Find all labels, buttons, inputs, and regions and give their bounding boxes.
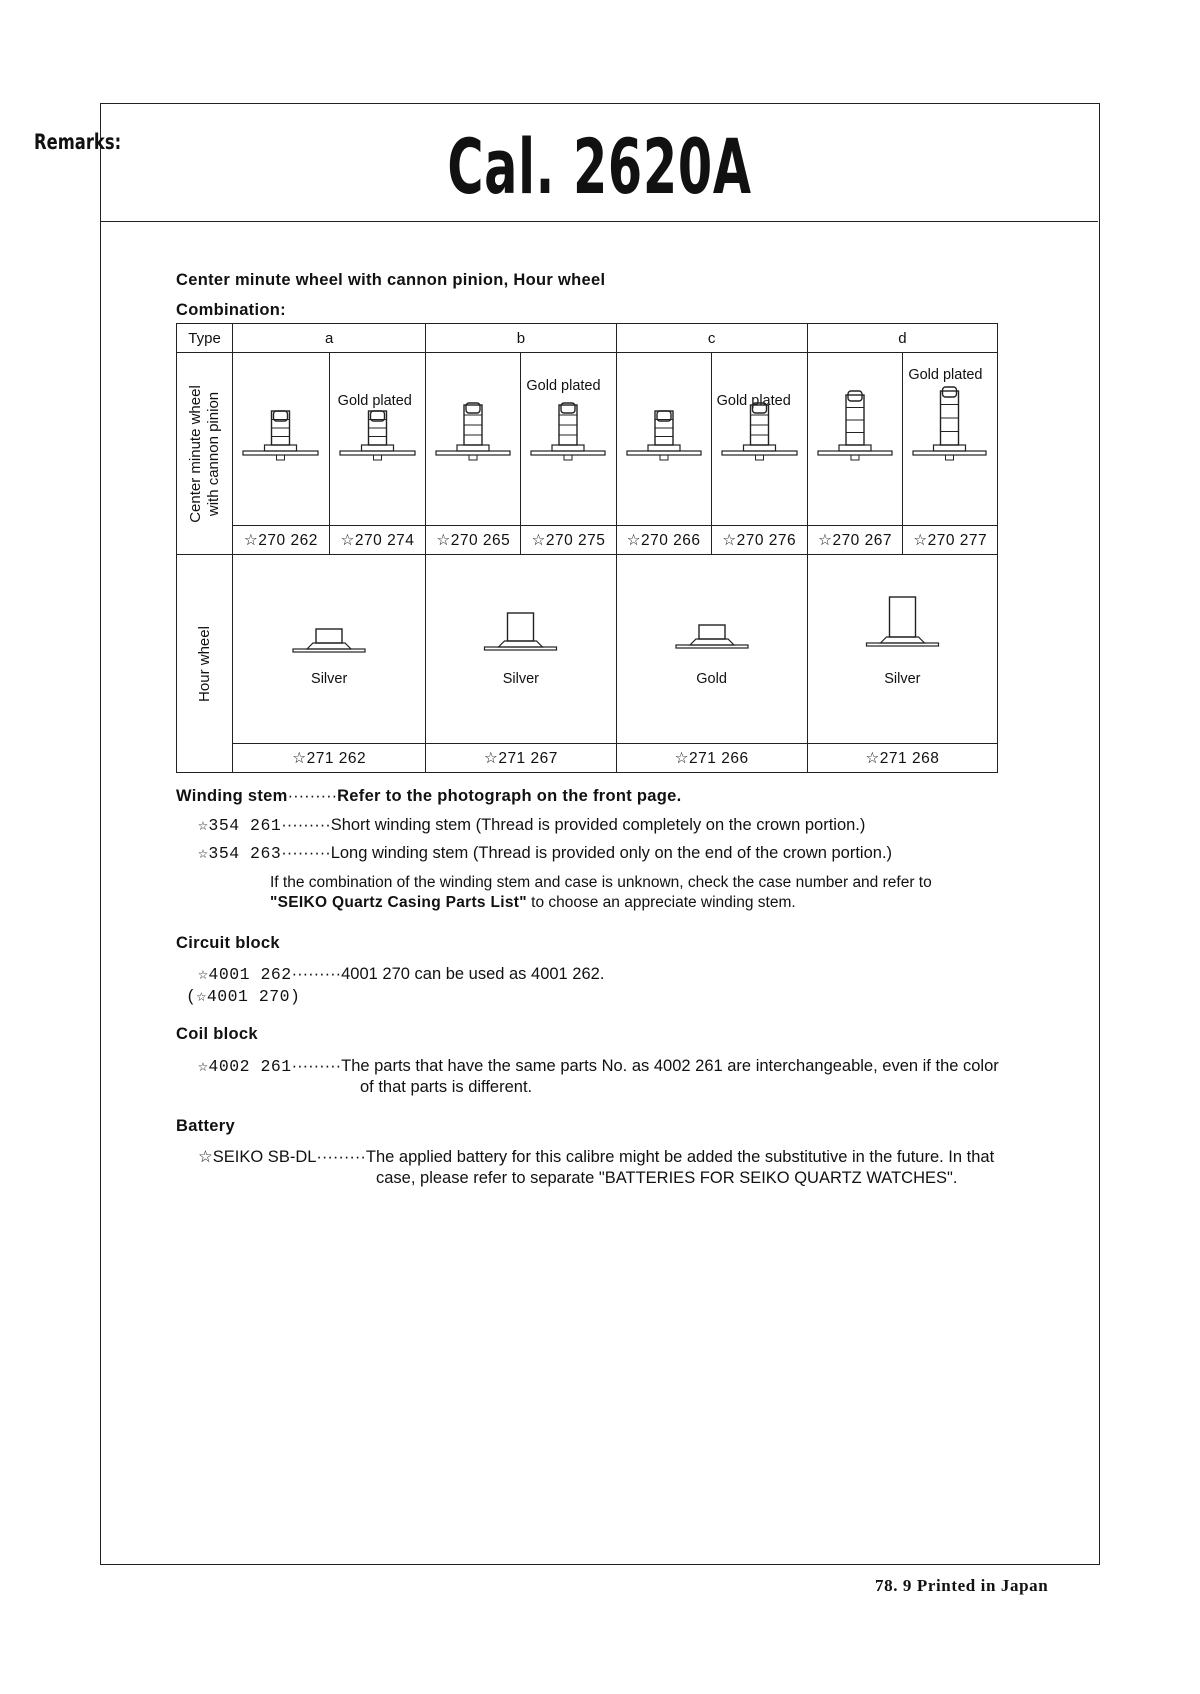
part-number: ☆4001 262 bbox=[198, 965, 292, 984]
pinion-drawing bbox=[617, 353, 711, 525]
winding-item-short bbox=[198, 815, 865, 835]
pinion-drawing bbox=[521, 353, 615, 525]
type-label: Type bbox=[177, 324, 233, 353]
center-wheel-drawing-c1 bbox=[616, 353, 711, 526]
gold-plated-label: Gold plated bbox=[908, 367, 983, 383]
hour-wheel-shape bbox=[233, 561, 425, 733]
part-number: ☆271 268 bbox=[807, 744, 997, 773]
pinion-drawing bbox=[903, 353, 996, 525]
leader-dots: ········· bbox=[291, 1057, 342, 1075]
pinion-drawing bbox=[712, 353, 807, 525]
winding-note-line2 bbox=[270, 894, 796, 912]
center-wheel-drawing-d2 bbox=[903, 353, 998, 526]
center-wheel-drawing-b1 bbox=[426, 353, 521, 526]
center-wheel-drawing-a1 bbox=[233, 353, 330, 526]
leader-dots: ········· bbox=[281, 844, 331, 862]
pinion-drawing bbox=[330, 353, 425, 525]
center-wheel-row-label bbox=[177, 353, 233, 555]
hour-wheel-drawing-a bbox=[233, 555, 426, 744]
hour-wheel-drawing-row bbox=[177, 555, 998, 744]
hour-wheel-label: Hour wheel bbox=[195, 625, 213, 702]
item-description: The applied battery for this calibre might be added the substitutive in the future. In that bbox=[365, 1148, 995, 1166]
part-number: ☆271 267 bbox=[426, 744, 616, 773]
title-area bbox=[101, 104, 1098, 222]
item-description: Short winding stem (Thread is provided completely on the crown portion.) bbox=[330, 816, 866, 834]
winding-note-rest: to choose an appreciate winding stem. bbox=[526, 894, 796, 911]
item-description: 4001 270 can be used as 4001 262. bbox=[341, 965, 605, 983]
type-d: d bbox=[807, 324, 997, 353]
part-number: ☆354 261 bbox=[198, 816, 282, 835]
type-header-row bbox=[177, 324, 998, 353]
gold-plated-label: Gold plated bbox=[716, 393, 791, 409]
type-b: b bbox=[426, 324, 616, 353]
battery-desc-line2: case, please refer to separate "BATTERIES FOR SEIKO QUARTZ WATCHES". bbox=[376, 1169, 958, 1187]
casing-parts-list-reference: "SEIKO Quartz Casing Parts List" bbox=[270, 894, 527, 911]
circuit-item bbox=[198, 964, 604, 984]
winding-heading: Winding stem bbox=[176, 787, 288, 805]
battery-heading: Battery bbox=[176, 1117, 235, 1135]
leader-dots: ········· bbox=[281, 816, 331, 834]
part-number: ☆270 276 bbox=[711, 526, 807, 555]
hour-wheel-drawing-b bbox=[426, 555, 616, 744]
winding-item-long bbox=[198, 843, 892, 863]
finish-label: Silver bbox=[884, 671, 921, 687]
pinion-drawing bbox=[233, 353, 328, 525]
part-number: ☆354 263 bbox=[198, 844, 282, 863]
page-title: Cal. 2620A bbox=[447, 122, 752, 211]
hour-wheel-shape bbox=[617, 557, 807, 737]
hour-wheel-row-label bbox=[177, 555, 233, 773]
combination-label: Combination: bbox=[176, 301, 286, 319]
type-c: c bbox=[616, 324, 807, 353]
coil-heading: Coil block bbox=[176, 1025, 258, 1043]
part-number: ☆270 275 bbox=[521, 526, 616, 555]
part-number: ☆271 266 bbox=[616, 744, 807, 773]
section-heading: Center minute wheel with cannon pinion, Hour wheel bbox=[176, 271, 606, 289]
winding-heading-note: Refer to the photograph on the front page. bbox=[337, 787, 682, 805]
circuit-alt-part: (☆4001 270) bbox=[186, 987, 301, 1006]
hour-wheel-drawing-d bbox=[807, 555, 997, 744]
remarks-label: Remarks: bbox=[34, 130, 122, 154]
center-wheel-drawing-b2 bbox=[521, 353, 616, 526]
print-footer: 78. 9 Printed in Japan bbox=[875, 1576, 1049, 1595]
coil-desc-line2: of that parts is different. bbox=[360, 1078, 533, 1096]
coil-item bbox=[198, 1056, 999, 1076]
part-number: ☆270 266 bbox=[616, 526, 711, 555]
part-number: ☆270 274 bbox=[329, 526, 426, 555]
type-a: a bbox=[233, 324, 426, 353]
part-number: ☆270 277 bbox=[903, 526, 998, 555]
pinion-drawing bbox=[426, 353, 520, 525]
circuit-heading: Circuit block bbox=[176, 934, 280, 952]
hour-wheel-shape bbox=[426, 559, 615, 735]
part-number: ☆270 267 bbox=[807, 526, 903, 555]
hour-wheel-parts-row bbox=[177, 744, 998, 773]
leader-dots: ········· bbox=[291, 965, 342, 983]
center-wheel-drawing-d1 bbox=[807, 353, 903, 526]
part-number: ☆271 262 bbox=[233, 744, 426, 773]
center-wheel-label-line1: Center minute wheel bbox=[186, 384, 204, 523]
gold-plated-label: Gold plated bbox=[337, 393, 412, 409]
finish-label: Silver bbox=[502, 671, 540, 687]
center-wheel-parts-row bbox=[177, 526, 998, 555]
winding-note-line1: If the combination of the winding stem and case is unknown, check the case number and refer to bbox=[270, 874, 932, 891]
finish-label: Silver bbox=[311, 671, 348, 687]
battery-item bbox=[198, 1147, 994, 1167]
finish-label: Gold bbox=[696, 671, 727, 687]
center-wheel-label-line2: with cannon pinion bbox=[204, 391, 222, 516]
center-wheel-drawing-c2 bbox=[711, 353, 807, 526]
part-number: ☆270 265 bbox=[426, 526, 521, 555]
item-description: The parts that have the same parts No. as 4002 261 are interchangeable, even if the color bbox=[341, 1057, 999, 1075]
hour-wheel-drawing-c bbox=[616, 555, 807, 744]
part-number: ☆SEIKO SB-DL bbox=[198, 1148, 317, 1166]
center-wheel-drawing-a2 bbox=[329, 353, 426, 526]
leader-dots: ········· bbox=[316, 1148, 366, 1166]
pinion-drawing bbox=[808, 353, 902, 525]
item-description: Long winding stem (Thread is provided only on the end of the crown portion.) bbox=[330, 844, 893, 862]
part-number: ☆4002 261 bbox=[198, 1057, 292, 1076]
winding-heading-line bbox=[176, 787, 682, 806]
combination-table bbox=[176, 323, 998, 773]
center-wheel-drawing-row bbox=[177, 353, 998, 526]
gold-plated-label: Gold plated bbox=[526, 378, 601, 394]
part-number: ☆270 262 bbox=[233, 526, 330, 555]
hour-wheel-shape bbox=[808, 555, 997, 739]
leader-dots: ········· bbox=[287, 787, 338, 805]
